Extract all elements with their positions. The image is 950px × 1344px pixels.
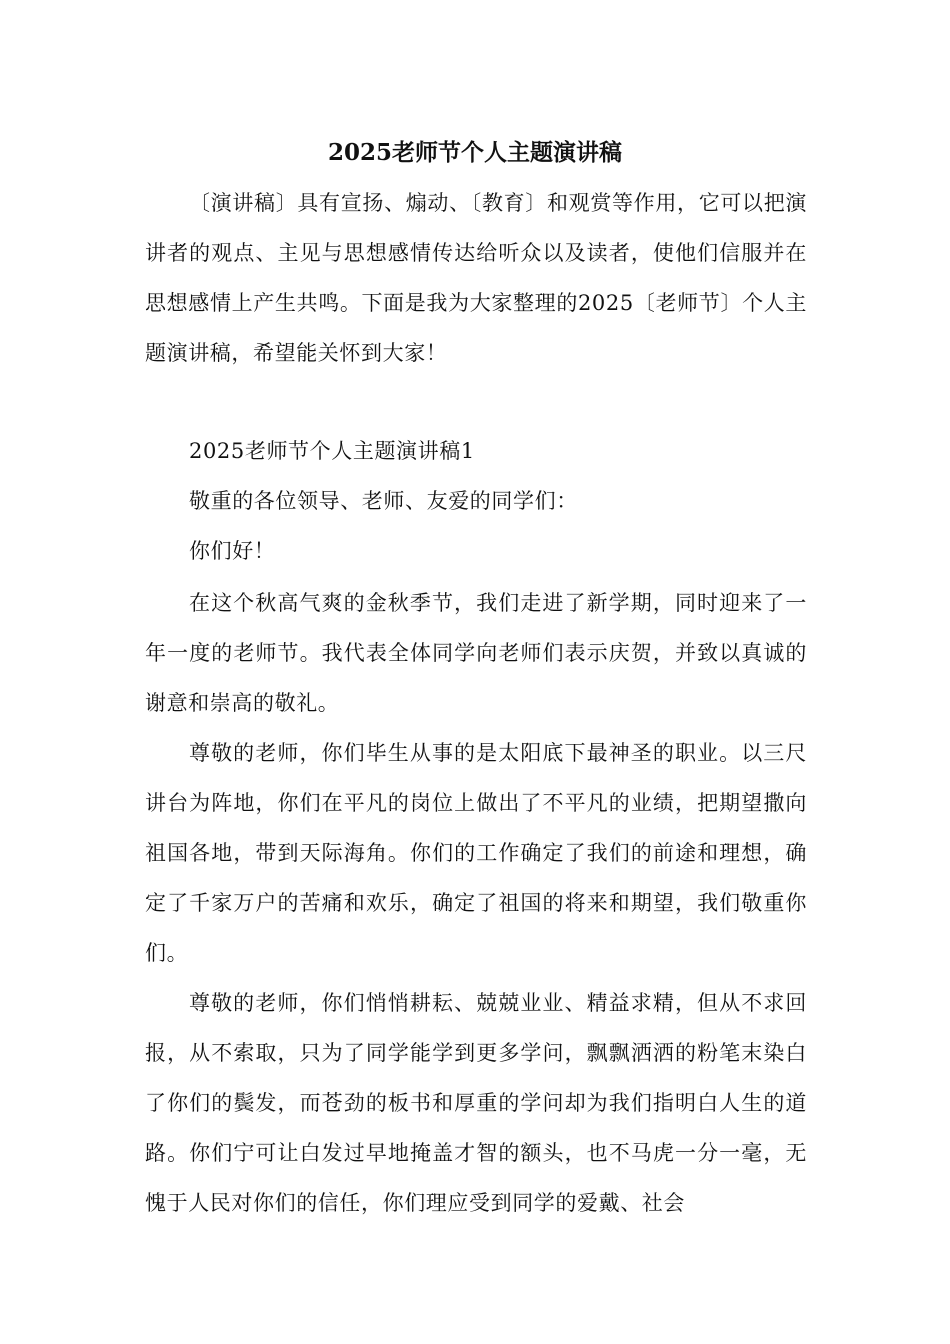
speech-heading: 2025老师节个人主题演讲稿1 <box>189 439 475 463</box>
body-paragraph-3: 尊敬的老师，你们悄悄耕耘、兢兢业业、精益求精，但从不求回报，从不索取，只为了同学能学到更多学问，飘飘洒洒的粉笔末染白了你们的鬓发，而苍劲的板书和厚重的学问却为我们指明白人生的道路。你们宁可让白发过早地掩盖才智的额头，也不马虎一分一毫，无愧于人民对你们的信任，你们理应受到同学的爱戴、社会 <box>145 991 807 1215</box>
body-paragraph-1: 在这个秋高气爽的金秋季节，我们走进了新学期，同时迎来了一年一度的老师节。我代表全体同学向老师们表示庆贺，并致以真诚的谢意和崇高的敬礼。 <box>145 591 807 715</box>
document-title: 2025老师节个人主题演讲稿 <box>327 139 622 166</box>
body-paragraph-2: 尊敬的老师，你们毕生从事的是太阳底下最神圣的职业。以三尺讲台为阵地，你们在平凡的岗位上做出了不平凡的业绩，把期望撒向祖国各地，带到天际海角。你们的工作确定了我们的前途和理想，确定了千家万户的苦痛和欢乐，确定了祖国的将来和期望，我们敬重你们。 <box>145 741 807 965</box>
salutation: 敬重的各位领导、老师、友爱的同学们： <box>189 489 578 513</box>
greeting: 你们好！ <box>189 539 276 563</box>
intro-paragraph: 〔演讲稿〕具有宣扬、煽动、〔教育〕和观赏等作用，它可以把演讲者的观点、主见与思想感情传达给听众以及读者，使他们信服并在思想感情上产生共鸣。下面是我为大家整理的2025〔老师节〕个人主题演讲稿，希望能关怀到大家！ <box>145 191 807 365</box>
